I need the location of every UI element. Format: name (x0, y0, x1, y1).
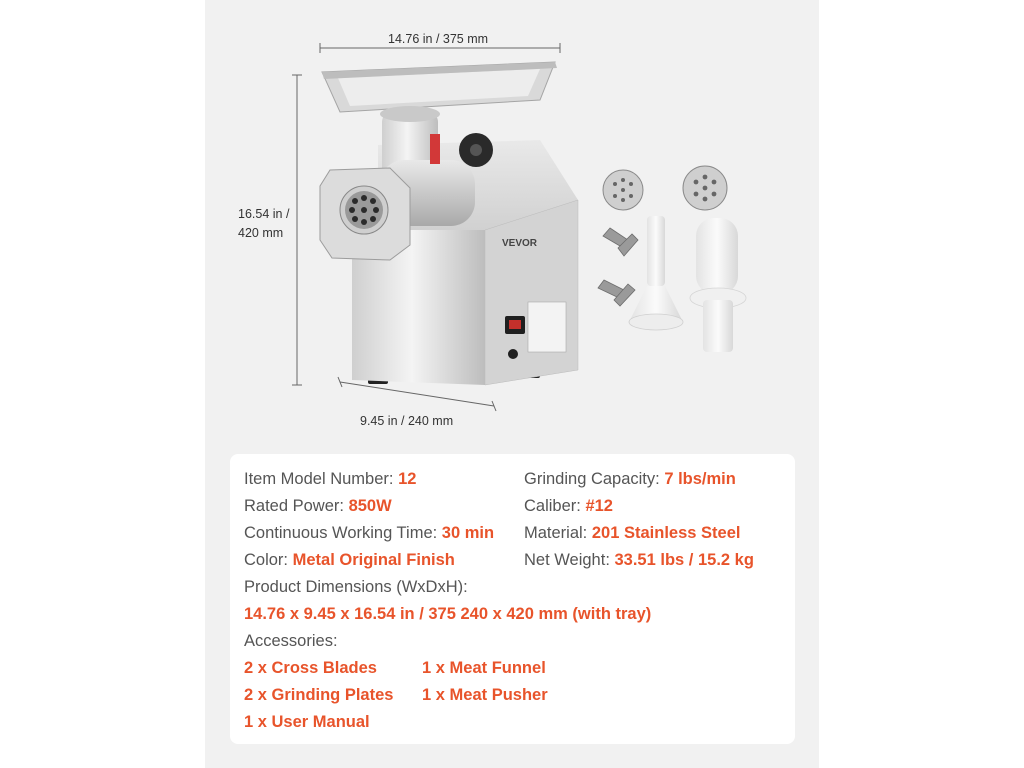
brand-logo: VEVOR (502, 238, 538, 249)
cross-blade-icon (603, 228, 638, 256)
grinding-plate-icon (683, 166, 727, 210)
height-label-line1: 16.54 in / (238, 207, 290, 221)
accessory-item: 1 x User Manual (244, 713, 370, 731)
spec-time (244, 524, 494, 543)
grinding-plate-icon (603, 170, 643, 210)
width-label: 14.76 in / 375 mm (388, 32, 489, 46)
spec-weight-value: 33.51 lbs / 15.2 kg (614, 551, 754, 569)
height-dimension-line (292, 75, 302, 385)
spec-model-value: 12 (398, 470, 417, 488)
depth-label: 9.45 in / 240 mm (360, 414, 454, 428)
spec-material-label: Material: (524, 524, 588, 542)
accessories-label: Accessories: (244, 632, 338, 650)
meat-grinder (320, 62, 578, 385)
spec-power-value: 850W (348, 497, 392, 515)
spec-material-value: 201 Stainless Steel (591, 524, 741, 542)
spec-power-label: Rated Power: (244, 497, 344, 515)
cross-blade-icon (598, 280, 635, 306)
spec-capacity-value: 7 lbs/min (664, 470, 736, 488)
spec-material (524, 524, 740, 543)
spec-capacity-label: Grinding Capacity: (524, 470, 660, 488)
accessory-item: 1 x Meat Funnel (422, 659, 546, 677)
spec-weight (524, 551, 754, 570)
spec-time-value: 30 min (441, 524, 495, 542)
spec-caliber-value: #12 (585, 497, 613, 515)
spec-weight-label: Net Weight: (524, 551, 610, 569)
meat-pusher-icon (690, 218, 746, 352)
spec-color-label: Color: (244, 551, 289, 569)
spec-dims-label: Product Dimensions (WxDxH): (244, 578, 468, 596)
spec-color (244, 551, 455, 570)
height-label-line2: 420 mm (238, 226, 284, 240)
meat-funnel-icon (629, 216, 683, 330)
spec-dims-value: 14.76 x 9.45 x 16.54 in / 375 240 x 420 mm (with tray) (244, 605, 652, 623)
spec-capacity (524, 470, 736, 489)
spec-color-value: Metal Original Finish (292, 551, 455, 569)
spec-model-label: Item Model Number: (244, 470, 394, 488)
spec-time-label: Continuous Working Time: (244, 524, 438, 542)
spec-caliber (524, 497, 613, 516)
accessory-item: 2 x Grinding Plates (244, 686, 394, 704)
spec-model (244, 470, 416, 489)
accessory-item: 2 x Cross Blades (244, 659, 377, 677)
spec-caliber-label: Caliber: (524, 497, 581, 515)
accessory-item: 1 x Meat Pusher (422, 686, 548, 704)
spec-power (244, 497, 392, 516)
